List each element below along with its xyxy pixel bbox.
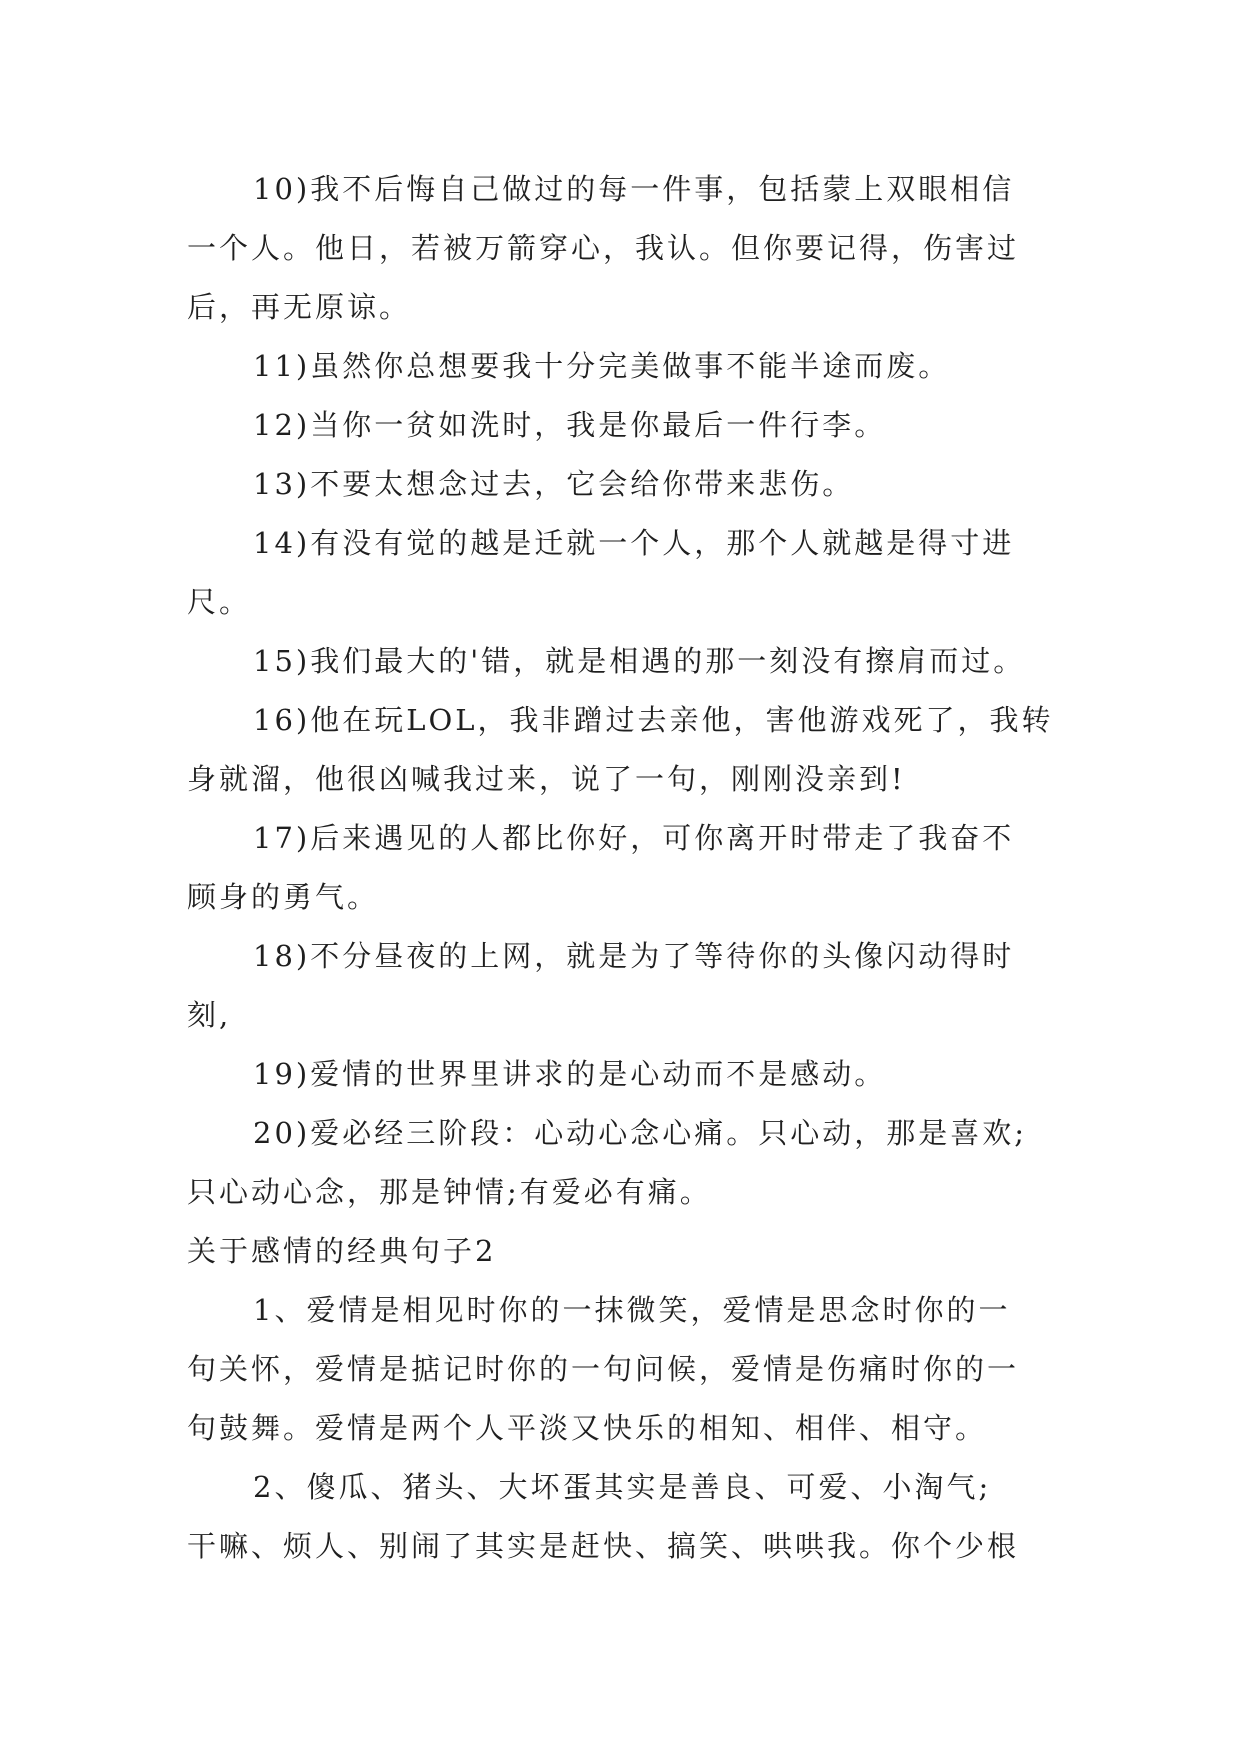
text-line: 19)爱情的世界里讲求的是心动而不是感动。 [253, 1057, 887, 1091]
text-line: 2、傻瓜、猪头、大坏蛋其实是善良、可爱、小淘气; [253, 1470, 992, 1504]
section-heading-text: 关于感情的经典句子2 [187, 1234, 497, 1268]
text-line: 句关怀，爱情是掂记时你的一句问候，爱情是伤痛时你的一 [187, 1352, 1020, 1386]
paragraph-18 [187, 927, 1067, 1045]
text-line: 15)我们最大的'错，就是相遇的那一刻没有擦肩而过。 [253, 644, 1026, 678]
text-line: 14)有没有觉的越是迁就一个人，那个人就越是得寸进 [253, 526, 1015, 560]
paragraph-12 [187, 396, 1067, 455]
text-line: 13)不要太想念过去，它会给你带来悲伤。 [253, 467, 855, 501]
text-line: 只心动心念，那是钟情;有爱必有痛。 [187, 1175, 712, 1209]
text-line: 20)爱必经三阶段：心动心念心痛。只心动，那是喜欢; [253, 1116, 1027, 1150]
paragraph-16 [187, 691, 1067, 809]
section-heading [187, 1222, 1067, 1281]
document-body [187, 160, 1067, 1576]
text-line: 顾身的勇气。 [187, 880, 380, 914]
text-line: 18)不分昼夜的上网，就是为了等待你的头像闪动得时 [253, 939, 1015, 973]
text-line: 17)后来遇见的人都比你好，可你离开时带走了我奋不 [253, 821, 1015, 855]
paragraph-15 [187, 632, 1067, 691]
text-line: 句鼓舞。爱情是两个人平淡又快乐的相知、相伴、相守。 [187, 1411, 988, 1445]
paragraph-13 [187, 455, 1067, 514]
text-line: 12)当你一贫如洗时，我是你最后一件行李。 [253, 408, 887, 442]
text-line: 10)我不后悔自己做过的每一件事，包括蒙上双眼相信 [253, 172, 1015, 206]
text-line: 后，再无原谅。 [187, 290, 412, 324]
text-line: 身就溜，他很凶喊我过来，说了一句，刚刚没亲到! [187, 762, 906, 796]
text-line: 11)虽然你总想要我十分完美做事不能半途而废。 [253, 349, 951, 383]
section-paragraph-1 [187, 1281, 1067, 1458]
paragraph-11 [187, 337, 1067, 396]
section-paragraph-2 [187, 1458, 1067, 1576]
text-line: 1、爱情是相见时你的一抹微笑，爱情是思念时你的一 [253, 1293, 1011, 1327]
paragraph-10 [187, 160, 1067, 337]
text-line: 一个人。他日，若被万箭穿心，我认。但你要记得，伤害过 [187, 231, 1020, 265]
text-line: 干嘛、烦人、别闹了其实是赶快、搞笑、哄哄我。你个少根 [187, 1529, 1020, 1563]
paragraph-17 [187, 809, 1067, 927]
paragraph-20 [187, 1104, 1067, 1222]
paragraph-14 [187, 514, 1067, 632]
text-line: 刻, [187, 998, 232, 1032]
paragraph-19 [187, 1045, 1067, 1104]
text-line: 尺。 [187, 585, 252, 619]
text-line: 16)他在玩LOL，我非蹭过去亲他，害他游戏死了，我转 [253, 703, 1054, 737]
